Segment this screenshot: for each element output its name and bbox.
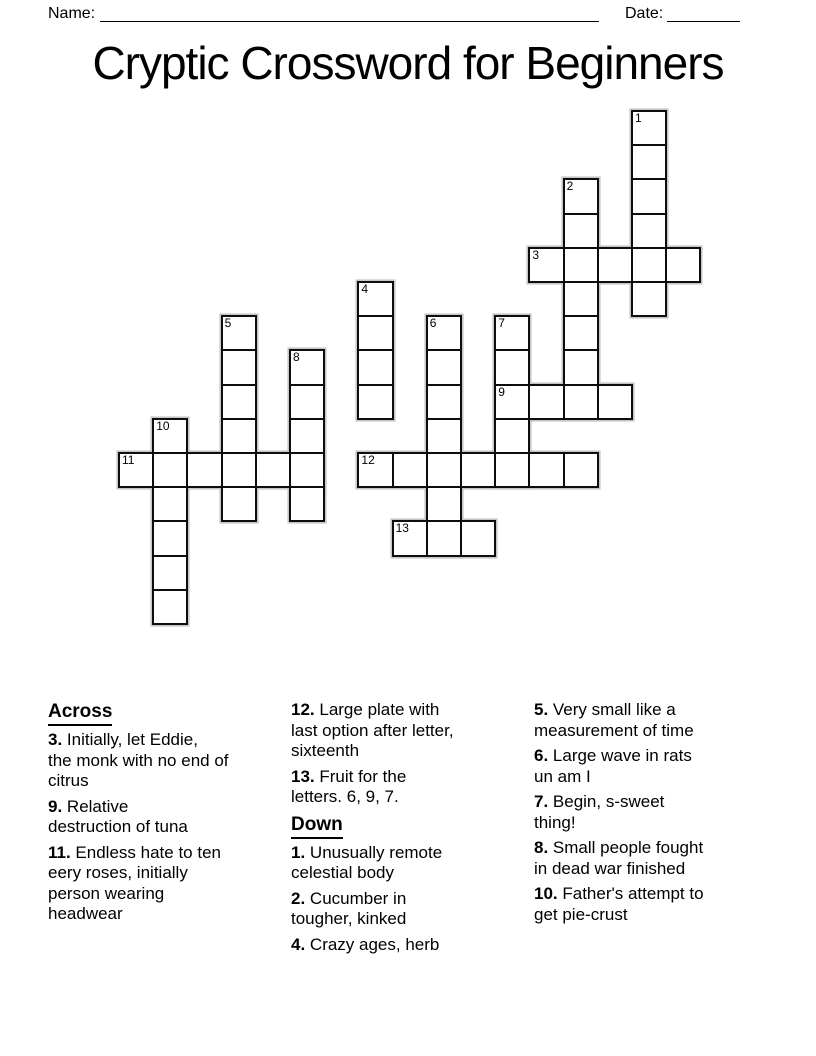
clue-6: 6. Large wave in rats un am I <box>534 746 692 786</box>
date-label: Date: <box>625 5 664 22</box>
grid-cell <box>152 452 188 488</box>
grid-cell <box>563 178 599 214</box>
grid-cell <box>221 418 257 454</box>
grid-cell <box>221 315 257 351</box>
grid-cell <box>631 281 667 317</box>
grid-cell <box>631 247 667 283</box>
grid-cell <box>289 452 325 488</box>
grid-cell <box>426 384 462 420</box>
grid-cell <box>152 589 188 625</box>
clue-7: 7. Begin, s-sweet thing! <box>534 792 665 832</box>
grid-cell <box>563 213 599 249</box>
grid-cell <box>357 281 393 317</box>
grid-cell <box>528 384 564 420</box>
grid-cell <box>460 520 496 556</box>
cell-number-label: 9 <box>498 384 505 399</box>
clue-number: 4. <box>291 934 306 954</box>
grid-cell <box>426 452 462 488</box>
grid-cell <box>392 520 428 556</box>
grid-cell <box>152 555 188 591</box>
grid-cell <box>426 486 462 522</box>
grid-cell <box>426 520 462 556</box>
clue-4: 4. Crazy ages, herb <box>291 934 440 954</box>
grid-cell <box>494 418 530 454</box>
cell-number-label: 7 <box>498 316 505 331</box>
grid-cell <box>563 384 599 420</box>
page-title: Cryptic Crossword for Beginners <box>92 37 724 89</box>
clue-number: 5. <box>534 700 549 719</box>
grid-cell <box>289 486 325 522</box>
grid-cell <box>221 452 257 488</box>
grid-cell <box>631 178 667 214</box>
clue-column-3 <box>534 700 771 930</box>
clue-9: 9. Relative destruction of tuna <box>48 796 188 836</box>
clue-number: 7. <box>534 792 549 811</box>
grid-cell <box>631 213 667 249</box>
cell-number-label: 6 <box>429 316 437 331</box>
clue-number: 8. <box>534 838 549 857</box>
clue-number: 6. <box>534 746 549 765</box>
grid-cell <box>357 452 393 488</box>
grid-cell <box>563 315 599 351</box>
cell-number-label: 11 <box>122 453 135 467</box>
cell-number-label: 13 <box>395 521 409 536</box>
clue-number: 2. <box>291 888 306 908</box>
grid-cell <box>426 315 462 351</box>
grid-cell <box>221 384 257 420</box>
grid-cell <box>221 349 257 385</box>
grid-cell <box>528 247 564 283</box>
grid-cell <box>528 452 564 488</box>
cell-number-label: 12 <box>361 453 375 467</box>
grid-cell <box>357 384 393 420</box>
clue-2: 2. Cucumber in tougher, kinked <box>291 888 407 928</box>
cell-number-label: 8 <box>293 350 300 365</box>
clue-column-1 <box>48 700 285 930</box>
grid-cell <box>289 349 325 385</box>
grid-cell <box>152 418 188 454</box>
grid-cell <box>152 486 188 522</box>
grid-cell <box>494 384 530 420</box>
grid-cell <box>426 418 462 454</box>
clues-header-across <box>48 700 285 726</box>
clue-number: 1. <box>291 842 306 862</box>
grid-cell <box>631 144 667 180</box>
clue-1: 1. Unusually remote celestial body <box>291 842 443 882</box>
clues-header-down <box>291 813 528 839</box>
clue-number: 13. <box>291 766 315 786</box>
grid-cell <box>152 520 188 556</box>
clue-number: 3. <box>48 730 63 749</box>
grid-cell <box>460 452 496 488</box>
grid-cell <box>357 349 393 385</box>
clue-number: 12. <box>291 700 315 719</box>
clue-5: 5. Very small like a measurement of time <box>534 700 694 740</box>
grid-cell <box>494 452 530 488</box>
cell-number-label: 2 <box>566 179 574 194</box>
grid-cell <box>357 315 393 351</box>
grid-cell <box>597 247 633 283</box>
clue-11: 11. Endless hate to ten eery roses, initially person wearing headwear <box>48 842 221 923</box>
cell-number-label: 5 <box>224 316 232 331</box>
grid-cell <box>426 349 462 385</box>
clue-number: 9. <box>48 796 63 816</box>
cell-number-label: 10 <box>156 418 170 433</box>
clue-column-2 <box>291 700 528 960</box>
grid-cell <box>289 418 325 454</box>
grid-cell <box>563 247 599 283</box>
cell-number-label: 4 <box>361 282 369 296</box>
grid-cell <box>392 452 428 488</box>
grid-cell <box>665 247 701 283</box>
clue-13: 13. Fruit for the letters. 6, 9, 7. <box>291 766 407 806</box>
grid-cell <box>494 349 530 385</box>
clue-3: 3. Initially, let Eddie, the monk with no end of citrus <box>48 730 229 790</box>
clues-header-text: Down <box>291 813 343 839</box>
clue-number: 11. <box>48 842 71 862</box>
clue-12: 12. Large plate with last option after letter, sixteenth <box>291 700 454 760</box>
grid-cell <box>563 281 599 317</box>
grid-cell <box>494 315 530 351</box>
cell-number-label: 1 <box>635 111 642 125</box>
grid-cell <box>255 452 291 488</box>
clue-10: 10. Father's attempt to get pie-crust <box>534 884 704 924</box>
grid-cell <box>289 384 325 420</box>
name-label: Name: <box>48 5 96 22</box>
clue-number: 10. <box>534 884 558 903</box>
cell-number-label: 3 <box>532 247 540 262</box>
grid-cell <box>221 486 257 522</box>
grid-cell <box>597 384 633 420</box>
grid-cell <box>118 452 154 488</box>
grid-cell <box>631 110 667 146</box>
grid-cell <box>563 452 599 488</box>
grid-cell <box>186 452 222 488</box>
grid-cell <box>563 349 599 385</box>
clues-header-text: Across <box>48 700 112 726</box>
clue-8: 8. Small people fought in dead war finished <box>534 838 704 878</box>
